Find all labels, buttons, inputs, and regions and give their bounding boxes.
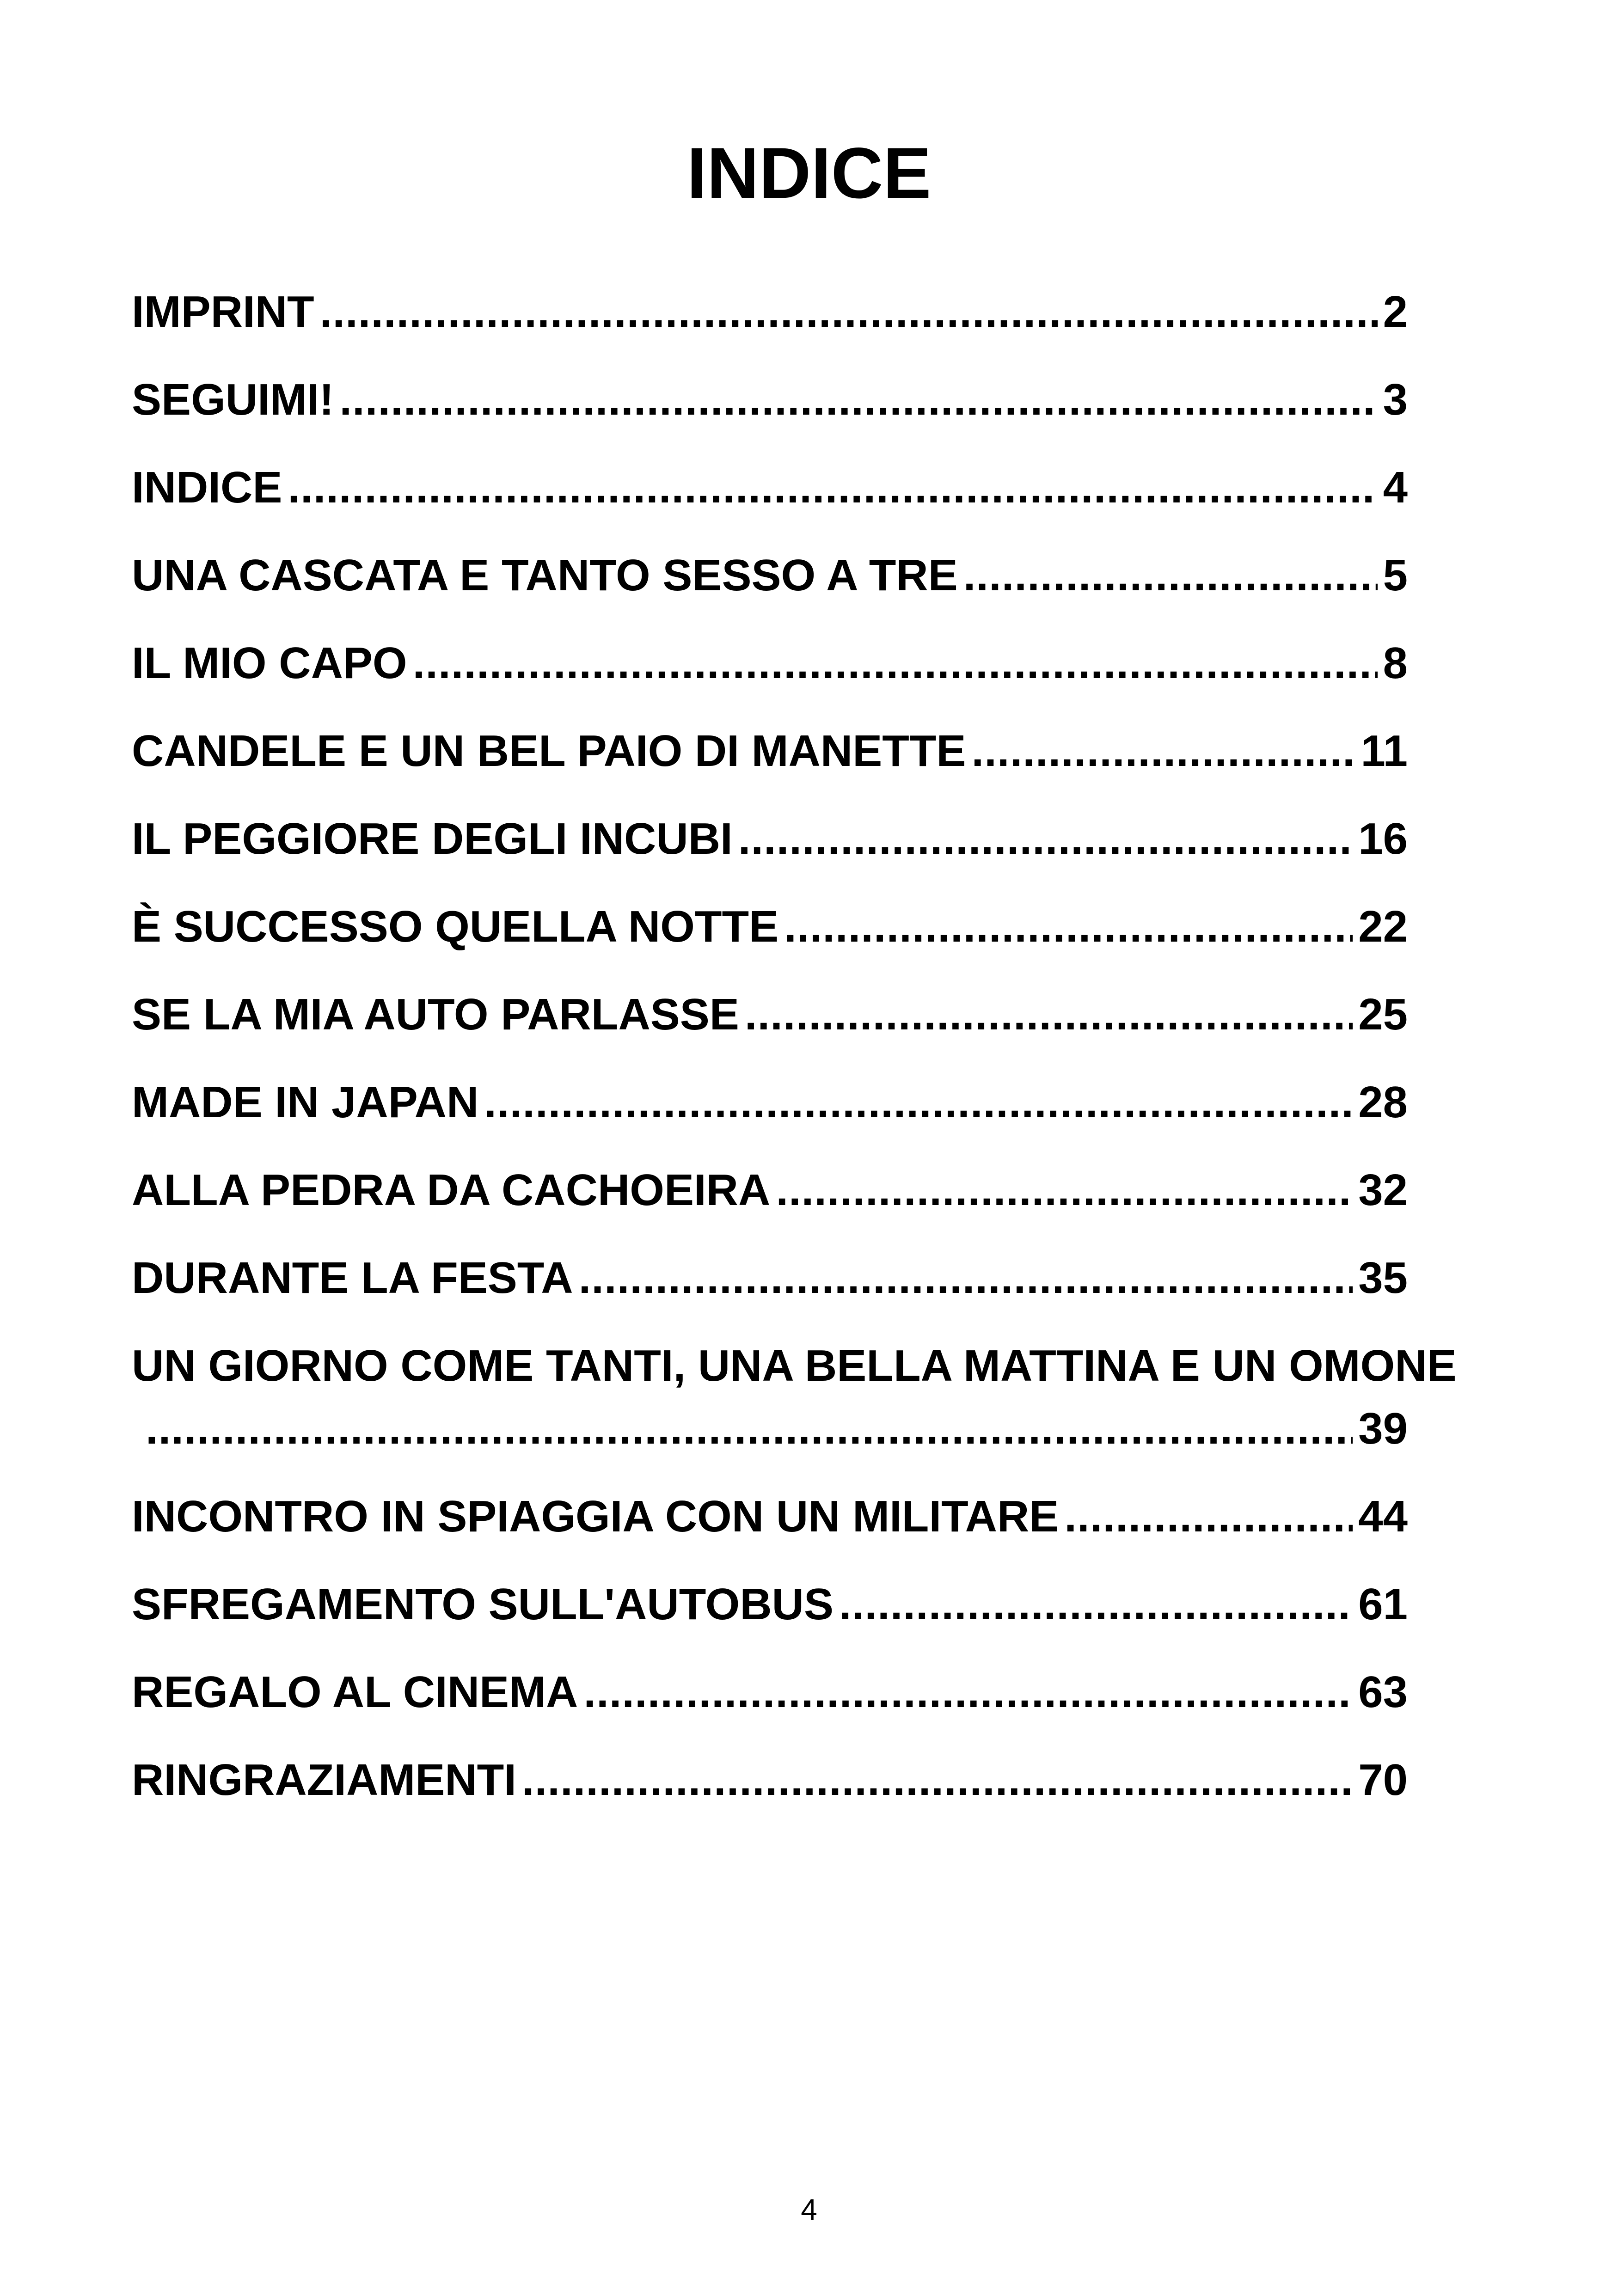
table-of-contents <box>132 287 1457 1843</box>
dot-leader <box>339 374 1377 425</box>
toc-entry[interactable] <box>132 374 1408 462</box>
dot-leader <box>413 638 1378 689</box>
dot-leader <box>738 814 1353 864</box>
toc-entry-page: 5 <box>1383 551 1408 600</box>
toc-entry[interactable] <box>132 1667 1408 1755</box>
toc-entry-label: INDICE <box>132 463 282 512</box>
dot-leader <box>522 1755 1353 1806</box>
toc-entry-page: 11 <box>1361 726 1408 776</box>
toc-entry-label: SEGUIMI! <box>132 375 334 424</box>
toc-entry-label: MADE IN JAPAN <box>132 1078 479 1127</box>
toc-entry[interactable] <box>132 989 1408 1077</box>
toc-entry-page: 3 <box>1383 375 1408 424</box>
toc-entry-label: REGALO AL CINEMA <box>132 1667 578 1717</box>
dot-leader <box>776 1165 1353 1216</box>
toc-entry[interactable] <box>132 550 1408 638</box>
toc-entry-page: 28 <box>1358 1078 1408 1127</box>
toc-entry-page: 35 <box>1358 1253 1408 1303</box>
toc-entry-page: 39 <box>1358 1404 1408 1453</box>
dot-leader <box>963 550 1378 601</box>
toc-entry-page: 4 <box>1383 463 1408 512</box>
page-title: INDICE <box>686 133 932 214</box>
dot-leader <box>972 726 1355 777</box>
toc-entry[interactable] <box>132 814 1408 901</box>
dot-leader <box>579 1253 1353 1304</box>
toc-entry[interactable] <box>132 901 1408 989</box>
toc-entry[interactable] <box>132 1341 1457 1491</box>
dot-leader <box>288 462 1377 513</box>
toc-entry-label: INCONTRO IN SPIAGGIA CON UN MILITARE <box>132 1492 1059 1541</box>
toc-entry-page: 22 <box>1358 902 1408 951</box>
toc-entry-label: È SUCCESSO QUELLA NOTTE <box>132 902 779 951</box>
toc-entry-label: CANDELE E UN BEL PAIO DI MANETTE <box>132 726 966 776</box>
toc-entry[interactable] <box>132 638 1408 726</box>
toc-entry-label: SFREGAMENTO SULL'AUTOBUS <box>132 1580 834 1629</box>
page-number: 4 <box>801 2193 817 2226</box>
toc-entry[interactable] <box>132 1755 1408 1843</box>
toc-entry-page: 44 <box>1358 1492 1408 1541</box>
toc-entry[interactable] <box>132 1579 1408 1667</box>
toc-entry[interactable] <box>132 287 1408 374</box>
dot-leader <box>784 901 1353 952</box>
dot-leader <box>484 1077 1353 1128</box>
toc-entry[interactable] <box>132 1491 1408 1579</box>
toc-entry-page: 16 <box>1358 814 1408 863</box>
toc-entry[interactable] <box>132 1077 1408 1165</box>
toc-entry-label: UN GIORNO COME TANTI, UNA BELLA MATTINA E UN OMONE <box>132 1341 1457 1390</box>
toc-entry-page: 2 <box>1383 287 1408 337</box>
toc-entry[interactable] <box>132 462 1408 550</box>
toc-entry-continuation <box>132 1403 1408 1454</box>
toc-entry-label: ALLA PEDRA DA CACHOEIRA <box>132 1165 771 1215</box>
toc-entry-label: SE LA MIA AUTO PARLASSE <box>132 990 739 1039</box>
dot-leader <box>745 989 1353 1040</box>
toc-entry-label: IMPRINT <box>132 287 314 337</box>
toc-entry[interactable] <box>132 1165 1408 1253</box>
toc-entry-label: RINGRAZIAMENTI <box>132 1755 516 1805</box>
toc-entry[interactable] <box>132 726 1408 814</box>
dot-leader <box>839 1579 1353 1630</box>
toc-entry-page: 61 <box>1358 1580 1408 1629</box>
toc-entry-page: 8 <box>1383 638 1408 688</box>
dot-leader <box>583 1667 1353 1718</box>
dot-leader <box>132 1403 1353 1454</box>
toc-entry-label: IL PEGGIORE DEGLI INCUBI <box>132 814 733 863</box>
toc-entry-page: 63 <box>1358 1667 1408 1717</box>
toc-entry-label: DURANTE LA FESTA <box>132 1253 573 1303</box>
toc-entry-label: UNA CASCATA E TANTO SESSO A TRE <box>132 551 958 600</box>
toc-entry-page: 25 <box>1358 990 1408 1039</box>
toc-entry[interactable] <box>132 1253 1408 1341</box>
dot-leader <box>1064 1491 1353 1542</box>
toc-entry-page: 70 <box>1358 1755 1408 1805</box>
toc-entry-label: IL MIO CAPO <box>132 638 407 688</box>
toc-entry-page: 32 <box>1358 1165 1408 1215</box>
dot-leader <box>320 287 1378 337</box>
